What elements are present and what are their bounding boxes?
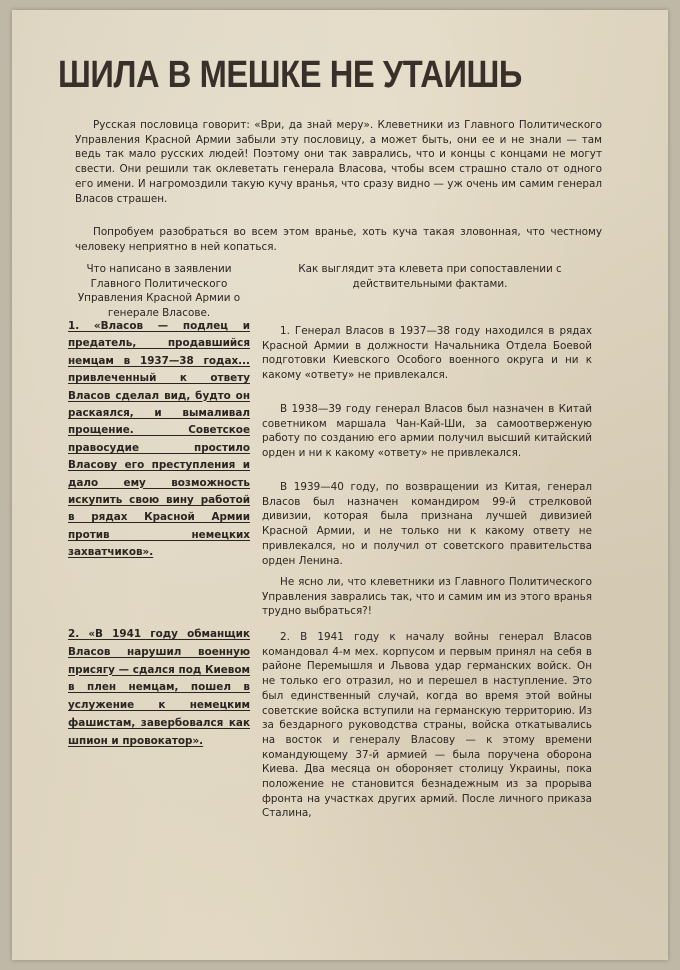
claim-2: 2. «В 1941 году обманщик Власов нарушил военную присягу — сдался под Киевом в плен немцам, пошел в услужение к немецким фашистам, завербовался как шпион и провокатор». bbox=[68, 628, 250, 747]
page-title: ШИЛА В МЕШКЕ НЕ УТАИШЬ bbox=[58, 54, 522, 96]
fact-3: В 1939—40 году, по возвращении из Китая, генерал Власов был назначен командиром 99-й стрелковой дивизии, которая была признана лучшей дивизией Красной Армии, и не только ни к какому ответу не привлекался, но и получил от советского правительства орден Ленина. bbox=[262, 481, 592, 567]
fact-2: В 1938—39 году генерал Власов был назначен в Китай советником маршала Чан-Кай-Ши, за самоотверженую работу по созданию его армии получил высший китайский орден и ни к какому «ответу» не привлекался. bbox=[262, 403, 592, 460]
intro-paragraph: Русская пословица говорит: «Ври, да знай меру». Клеветники из Главного Политического Управления Красной Армии забыли эту пословицу, а может быть, они ее и не знали — там ведь так мало русских людей! Поэтому они так заврались, что и концы с концами не могут свести. Они решили так оклеветать генерала Власова, чтобы всем страшно стало от одного его имени. И нагромоздили такую кучу вранья, что сразу видно — уж очень им самим генерал Власов страшен. bbox=[75, 119, 602, 205]
fact-4: Не ясно ли, что клеветники из Главного Политического Управления заврались так, что и самим им из этого вранья трудно выбраться?! bbox=[262, 576, 592, 618]
fact-1: 1. Генерал Власов в 1937—38 году находился в рядах Красной Армии в должности Начальника Отдела Боевой подготовки Киевского Особого военного округа и ни к какому «ответу» не привлекался. bbox=[262, 325, 592, 382]
fact-5: 2. В 1941 году к началу войны генерал Власов командовал 4-м мех. корпусом и первым принял на себя в районе Перемышля и Львова удар германских войск. Он не только его отразил, но и перешел в наступление. Это был единственный случай, когда во время этой войны советские войска вступили на германскую территорию. Из за бездарного руководства страны, войска откатывались на восток и генералу Власову — к этому времени командующему 37-й армией — была поручена оборона Киева. Два месяца он обороняет столицу Украины, пока положение не становится безнадежным из за прорыва фронта на участках других армий. После личного приказа Сталина, bbox=[262, 631, 592, 820]
leaflet-page bbox=[12, 10, 668, 960]
right-column-header: Как выглядит эта клевета при сопоставлении с действительными фактами. bbox=[298, 263, 562, 290]
claim-1: 1. «Власов — подлец и предатель, продавшийся немцам в 1937—38 годах... привлеченный к ответу Власов сделал вид, будто он раскаялся, и вымаливал прощение. Советское правосудие простило Власову его преступления и дало ему возможность искупить свою вину работой в рядах Красной Армии против немецких захватчиков». bbox=[68, 320, 250, 559]
intro-paragraph-2: Попробуем разобраться во всем этом вранье, хоть куча такая зловонная, что честному человеку неприятно в ней копаться. bbox=[75, 226, 602, 253]
left-column-header: Что написано в заявлении Главного Политического Управления Красной Армии о генерале Власове. bbox=[77, 263, 241, 320]
